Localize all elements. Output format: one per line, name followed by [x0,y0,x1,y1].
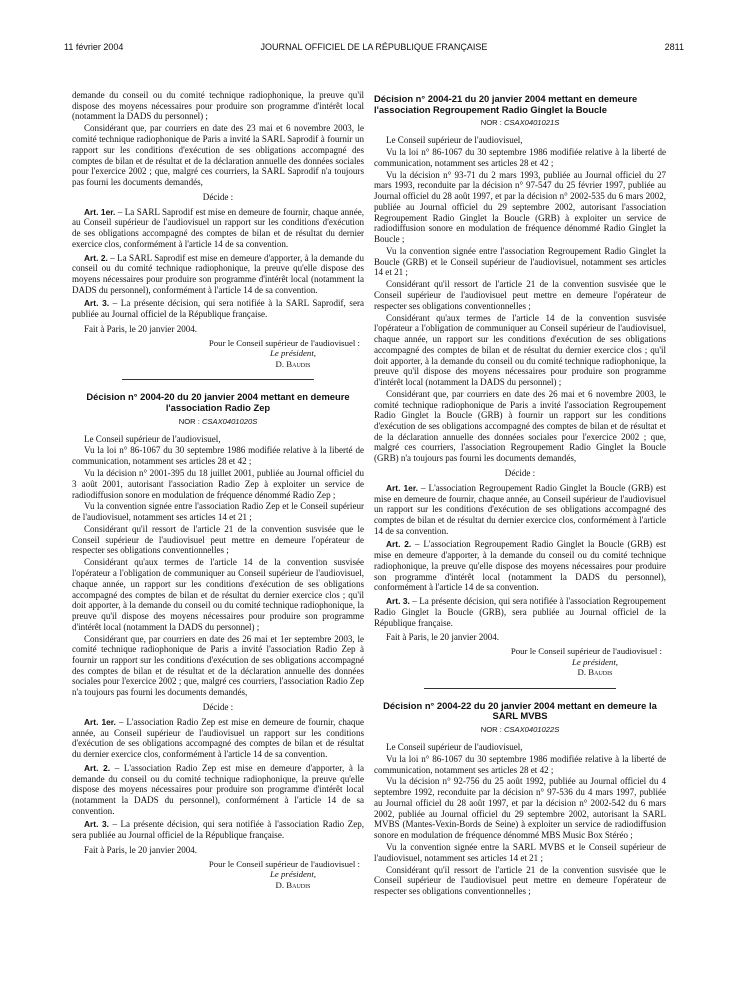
signature-block [222,348,364,369]
header-page-number: 2811 [664,42,684,52]
article-1 [374,483,666,537]
paragraph: Le Conseil supérieur de l'audiovisuel, [84,433,221,444]
signature-title: Le président, [270,348,316,359]
left-column [72,90,364,890]
article-label: Art. 1er. [84,716,116,727]
article-label: Art. 3. [84,298,110,309]
signature-block [222,869,364,890]
paragraph: Considérant qu'aux termes de l'article 14 de la convention susvisée l'opérateur a l'obligation de communiquer au Conseil supérieur de l'audiovisuel, chaque année, un rapport sur les conditions d'exécution de ses obligations accompagné des comptes de bilan et de résultat du dernier exercice clos ; qu'il doit apporter, à la demande du conseil ou du comité technique radiophonique, la preuve qu'il dispose des moyens nécessaires pour produire son programme d'intérêt local (notamment la DADS du personnel) ; [374,312,666,387]
paragraph: Considérant qu'il ressort de l'article 21 de la convention susvisée que le Conseil supérieur de l'audiovisuel peut mettre en demeure l'opérateur de respecter ses obligations conventionnelles ; [72,524,364,556]
right-column [374,90,666,898]
decide-heading: Décide : [202,701,234,712]
article-3 [374,596,666,628]
place-date: Fait à Paris, le 20 janvier 2004. [386,632,500,643]
place-date: Fait à Paris, le 20 janvier 2004. [84,323,198,334]
signature-title: Le président, [270,869,316,880]
article-label: Art. 2. [84,762,111,773]
article-text: – La présente décision, qui sera notifiée à la SARL Saprodif, sera publiée au Journal officiel de la République française. [72,298,364,320]
article-3 [72,298,364,319]
article-label: Art. 1er. [386,482,418,493]
article-label: Art. 3. [386,596,410,607]
paragraph: Vu la décision n° 2001-395 du 18 juillet 2001, publiée au Journal officiel du 3 août 2001, autorisant l'association Radio Zep à exploiter un service de radiodiffusion sonore en modulation de fréquence dénommé Radio Zep ; [72,468,364,500]
paragraph: demande du conseil ou du comité technique radiophonique, la preuve qu'il dispose des moyens nécessaires pour produire son programme d'intérêt local (notamment la DADS du personnel) ; [72,90,364,122]
decide-heading: Décide : [202,191,234,202]
signature-pour: Pour le Conseil supérieur de l'audiovisuel : [208,858,360,869]
article-label: Art. 3. [84,819,109,830]
article-3 [72,819,364,840]
header-date: 11 février 2004 [64,42,124,52]
article-text: – L'association Radio Zep est mise en demeure d'apporter, à la demande du conseil ou du comité technique radiophonique, la preuve qu'elle dispose des moyens nécessaires pour produire son programme d'intérêt local (notamment la DADS du personnel), conformément à l'article 14 de sa convention. [72,762,364,816]
article-1 [72,717,364,760]
paragraph: Vu la loi n° 86-1067 du 30 septembre 1986 modifiée relative à la liberté de communication, notamment ses articles 28 et 42 ; [374,753,666,775]
header-journal-title: JOURNAL OFFICIEL DE LA RÉPUBLIQUE FRANÇAISE [260,42,488,52]
article-text: – La présente décision, qui sera notifiée à l'association Radio Zep, sera publiée au Journal officiel de la République française. [72,819,364,841]
decision-title: Décision n° 2004-21 du 20 janvier 2004 mettant en demeure l'association Regroupement Radio Ginglet la Boucle [374,93,638,115]
decision-title: Décision n° 2004-20 du 20 janvier 2004 mettant en demeure l'association Radio Zep [86,391,350,413]
decide-heading: Décide : [504,467,536,478]
signature-name: D. Baudis [275,358,311,369]
nor-label: NOR : [480,118,502,128]
signature-name: D. Baudis [577,667,613,678]
paragraph: Le Conseil supérieur de l'audiovisuel, [386,741,523,752]
paragraph: Considérant que, par courriers en date des 23 mai et 6 novembre 2003, le comité technique radiophonique de Paris a invité la SARL Saprodif à fournir un rapport sur les conditions d'exécution de ses obligations accompagné des comptes de bilan et de résultat et de la déclaration annuelle des données sociales pour l'exercice 2002 ; que, malgré ces courriers, la SARL Saprodif n'a toujours pas fourni les documents demandés, [72,123,364,187]
paragraph: Vu la convention signée entre l'association Radio Zep et le Conseil supérieur de l'audiovisuel, notamment ses articles 14 et 21 ; [72,501,364,523]
article-text: – L'association Radio Zep est mise en demeure de fournir, chaque année, au Conseil supérieur de l'audiovisuel un rapport sur les conditions d'exécution de ses obligations accompagné des comptes de bilan et de résultat du dernier exercice clos, conformément à l'article 14 de sa convention. [72,716,364,760]
paragraph: Vu la décision n° 93-71 du 2 mars 1993, publiée au Journal officiel du 27 mars 1993, reconduite par la décision n° 97-547 du 25 février 1997, publiée au Journal officiel du 28 août 1997, et par la décision n° 2002-535 du 6 mars 2002, publiée au Journal officiel du 29 septembre 2002, autorisant l'association Regroupement Radio Ginglet la Boucle (GRB) à exploiter un service de radiodiffusion sonore en modulation de fréquence dénommé Radio Ginglet la Boucle ; [374,169,666,245]
section-divider [424,688,616,689]
paragraph: Vu la loi n° 86-1067 du 30 septembre 1986 modifiée relative à la liberté de communication, notamment ses articles 28 et 42 ; [72,445,364,467]
paragraph: Considérant qu'il ressort de l'article 21 de la convention susvisée que le Conseil supérieur de l'audiovisuel peut mettre en demeure l'opérateur de respecter ses obligations conventionnelles ; [374,279,666,311]
nor-code: CSAX0401022S [503,724,560,734]
article-text: – L'association Regroupement Radio Ginglet la Boucle (GRB) est mise en demeure de fournir, chaque année, au Conseil supérieur de l'audiovisuel un rapport sur les conditions d'exécution de ses obligations accompagné des comptes de bilan et de résultat du dernier exercice clos, conformément à l'article 14 de sa convention. [374,482,666,536]
paragraph: Vu la convention signée entre la SARL MVBS et le Conseil supérieur de l'audiovisuel, notamment ses articles 14 et 21 ; [374,841,666,863]
article-text: – La présente décision, qui sera notifiée à l'association Regroupement Radio Ginglet la Boucle (GRB), sera publiée au Journal officiel de la République française. [374,596,666,628]
section-divider [122,379,314,380]
signature-block [524,657,666,678]
nor-code: CSAX0401020S [201,416,258,426]
paragraph: Vu la décision n° 92-756 du 25 août 1992, publiée au Journal officiel du 4 septembre 1992, reconduite par la décision n° 97-536 du 4 mars 1997, publiée au Journal officiel du 28 août 1997, et par la décision n° 2002-542 du 6 mars 2002, publiée au Journal officiel du 29 septembre 2002, autorisant la SARL MVBS (Mantes-Vexin-Bords de Seine) à exploiter un service de radiodiffusion sonore en modulation de fréquence dénommé MBS Music Box Stéréo ; [374,776,666,841]
paragraph: Considérant que, par courriers en date des 26 mai et 6 novembre 2003, le comité technique radiophonique de Paris a invité l'association Regroupement Radio Ginglet la Boucle (GRB) à fournir un rapport sur les conditions d'exécution de ses obligations accompagné des comptes de bilan et de résultat et de la déclaration annuelle des données sociales pour l'exercice 2002 ; que, malgré ces courriers, l'association Regroupement Radio Ginglet la Boucle (GRB) n'a toujours pas fourni les documents demandés, [374,388,666,464]
article-2 [72,253,364,296]
nor-reference [374,725,666,734]
signature-title: Le président, [572,656,618,667]
article-2 [72,763,364,817]
nor-reference [374,118,666,127]
paragraph: Considérant que, par courriers en date des 26 mai et 1er septembre 2003, le comité technique radiophonique de Paris a invité l'association Radio Zep à fournir un rapport sur les conditions d'exécution de ses obligations accompagné des comptes de bilan et de résultat et de la déclaration annuelle des données sociales pour l'exercice 2002 ; que, malgré ces courriers, l'association Radio Zep n'a toujours pas fourni les documents demandés, [72,633,364,698]
article-text: – La SARL Saprodif est mise en demeure d'apporter, à la demande du conseil ou du comité technique radiophonique, la preuve qu'elle dispose des moyens nécessaires pour produire son programme d'intérêt local (notamment la DADS du personnel), conformément à l'article 14 de sa convention. [72,252,364,295]
article-label: Art. 1er. [84,206,116,217]
paragraph: Considérant qu'il ressort de l'article 21 de la convention susvisée que le Conseil supérieur de l'audiovisuel peut mettre en demeure l'opérateur de respecter ses obligations conventionnelles ; [374,864,666,896]
article-2 [374,539,666,593]
signature-pour: Pour le Conseil supérieur de l'audiovisuel : [510,646,662,657]
signature-name: D. Baudis [275,879,311,890]
paragraph: Considérant qu'aux termes de l'article 14 de la convention susvisée l'opérateur a l'obligation de communiquer au Conseil supérieur de l'audiovisuel, chaque année, un rapport sur les conditions d'exécution de ses obligations accompagné des comptes de bilan et de résultat du dernier exercice clos ; qu'il doit apporter, à la demande du conseil ou du comité technique radiophonique, la preuve qu'il dispose des moyens nécessaires pour produire son programme d'intérêt local (notamment la DADS du personnel) ; [72,557,364,632]
article-text: – La SARL Saprodif est mise en demeure de fournir, chaque année, au Conseil supérieur de l'audiovisuel un rapport sur les conditions d'exécution de ses obligations accompagné des comptes de bilan et de résultat du dernier exercice clos, conformément à l'article 14 de sa convention. [72,206,364,249]
paragraph: Vu la convention signée entre l'association Regroupement Radio Ginglet la Boucle (GRB) et le Conseil supérieur de l'audiovisuel, notamment ses articles 14 et 21 ; [374,245,666,278]
article-label: Art. 2. [386,539,412,550]
decision-title: Décision n° 2004-22 du 20 janvier 2004 mettant en demeure la SARL MVBS [383,699,657,722]
place-date: Fait à Paris, le 20 janvier 2004. [84,844,198,855]
page-header [64,42,684,56]
nor-label: NOR : [178,416,200,426]
article-text: – L'association Regroupement Radio Ginglet la Boucle (GRB) est mise en demeure d'apporter, à la demande du conseil ou du comité technique radiophonique, la preuve qu'elle dispose des moyens nécessaires pour produire son programme d'intérêt local (notamment la DADS du personnel), conformément à l'article 14 de sa convention. [374,539,666,593]
nor-code: CSAX0401021S [503,118,560,128]
paragraph: Le Conseil supérieur de l'audiovisuel, [386,135,523,146]
nor-reference [72,417,364,426]
nor-label: NOR : [480,724,502,734]
article-1 [72,207,364,250]
signature-pour: Pour le Conseil supérieur de l'audiovisuel : [208,337,360,348]
paragraph: Vu la loi n° 86-1067 du 30 septembre 1986 modifiée relative à la liberté de communication, notamment ses articles 28 et 42 ; [374,147,666,168]
article-label: Art. 2. [84,252,108,263]
